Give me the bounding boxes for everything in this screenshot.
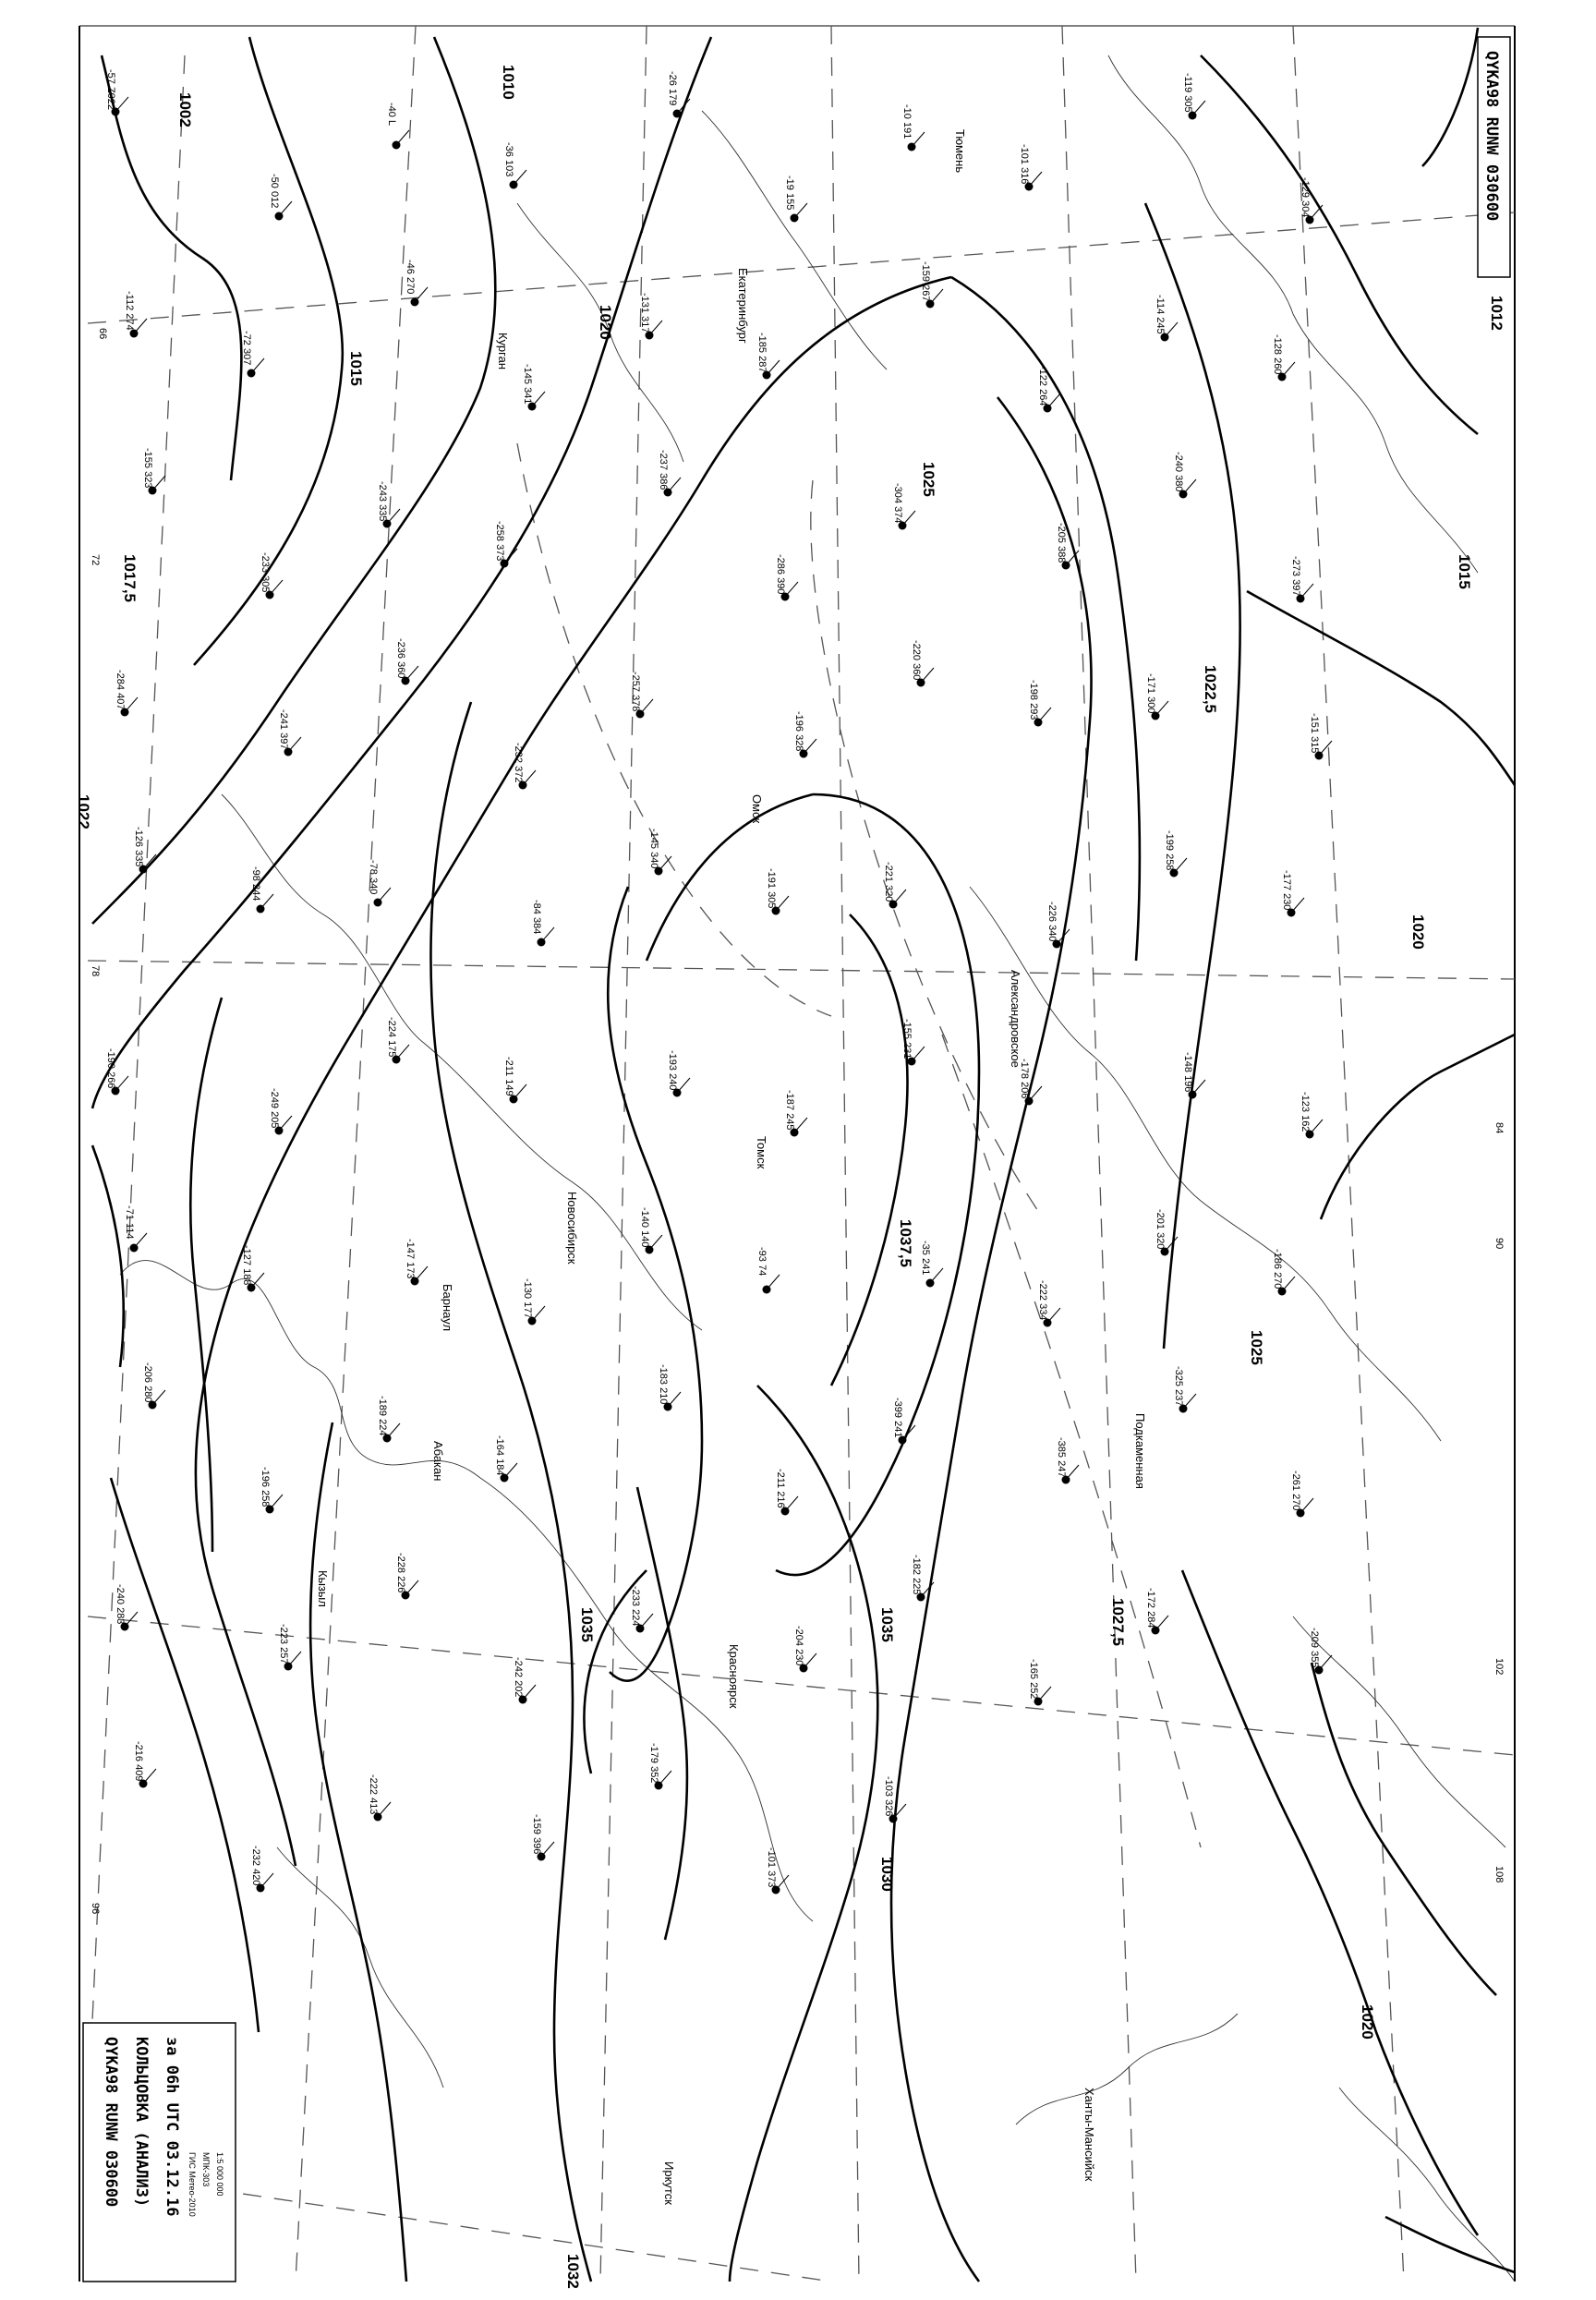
station-value: -172 284 bbox=[1145, 1588, 1156, 1628]
station-value: -131 317 bbox=[639, 293, 650, 333]
station-value: -101 316 bbox=[1019, 144, 1030, 185]
station-value: -233 224 bbox=[630, 1586, 641, 1627]
isobar-label-1027-5: 1027,5 bbox=[1109, 1598, 1127, 1646]
station-value: -10 191 bbox=[901, 104, 913, 139]
station-dot bbox=[257, 905, 265, 914]
station-value: -249 205 bbox=[269, 1088, 280, 1129]
station-value: -57 Z022 bbox=[105, 69, 116, 111]
header-code: QYKA98 RUNW 030600 bbox=[1482, 51, 1501, 222]
city-novosibirsk: Новосибирск bbox=[565, 1192, 579, 1265]
station-dot bbox=[908, 143, 916, 151]
grid-label-102: 102 bbox=[1493, 1658, 1505, 1676]
station-value: -78 340 bbox=[368, 860, 379, 895]
city-ekaterinburg: Екатеринбург bbox=[736, 268, 750, 344]
station-value: -185 287 bbox=[756, 333, 768, 373]
isobar-label-1035b: 1035 bbox=[578, 1607, 596, 1642]
title-time: за 06h UTC 03.12.16 bbox=[163, 2037, 181, 2217]
station-value: -26 179 bbox=[667, 71, 678, 106]
station-value: -84 384 bbox=[531, 900, 542, 935]
station-value: -35 241 bbox=[920, 1241, 931, 1276]
isobar-label-1032: 1032 bbox=[564, 2254, 582, 2289]
station-value: -243 335 bbox=[377, 481, 388, 522]
city-aleksandrovskoe: Александровское bbox=[1009, 970, 1022, 1068]
station-value: -151 315 bbox=[1309, 713, 1320, 754]
isobar-label-1022-5: 1022,5 bbox=[1202, 665, 1219, 713]
grid-label-84: 84 bbox=[1493, 1122, 1505, 1134]
isobar-label-1025b: 1025 bbox=[1248, 1330, 1265, 1365]
station-value: -232 420 bbox=[250, 1846, 261, 1886]
station-value: -201 320 bbox=[1155, 1209, 1166, 1250]
station-value: -232 372 bbox=[513, 743, 524, 783]
station-value: -206 280 bbox=[142, 1362, 153, 1403]
grid-label-96: 96 bbox=[90, 1903, 101, 1915]
city-kyzyl: Кызыл bbox=[316, 1570, 330, 1607]
station-value: -237 386 bbox=[658, 450, 669, 490]
station-value: -145 340 bbox=[648, 829, 659, 869]
station-value: -199 258 bbox=[1164, 830, 1175, 871]
station-value: -273 397 bbox=[1290, 556, 1301, 597]
station-value: -148 196 bbox=[1182, 1052, 1193, 1093]
isobar-label-1020c: 1020 bbox=[1359, 2004, 1376, 2040]
isobar-label-1010: 1010 bbox=[500, 65, 517, 100]
station-value: -178 206 bbox=[1019, 1059, 1030, 1099]
isobar-label-1015: 1015 bbox=[347, 351, 365, 386]
station-value: -164 184 bbox=[494, 1435, 505, 1476]
title-code: QYKA98 RUNW 030600 bbox=[102, 2037, 120, 2208]
grid-label-108: 108 bbox=[1493, 1866, 1505, 1883]
station-value: -171 300 bbox=[1145, 673, 1156, 714]
station-value: -103 326 bbox=[883, 1776, 894, 1817]
title-block bbox=[83, 2023, 236, 2282]
city-tomsk: Томск bbox=[755, 1136, 768, 1169]
station-value: -72 307 bbox=[241, 331, 252, 366]
station-value: -191 305 bbox=[766, 868, 777, 909]
city-podkamennaya: Подкаменная bbox=[1133, 1413, 1147, 1489]
station-value: -399 241 bbox=[892, 1398, 903, 1438]
station-value: -93 74 bbox=[756, 1247, 768, 1277]
station-dot bbox=[791, 214, 799, 223]
city-irkutsk: Иркутск bbox=[662, 2161, 676, 2205]
station-dot bbox=[393, 141, 401, 150]
station-value: -304 374 bbox=[892, 483, 903, 524]
station-value: -325 237 bbox=[1173, 1366, 1184, 1407]
station-value: -50 012 bbox=[269, 174, 280, 209]
station-value: -127 188 bbox=[241, 1245, 252, 1286]
station-value: -220 360 bbox=[911, 640, 922, 681]
station-value: -236 360 bbox=[395, 638, 406, 679]
title-scale: 1:5 000 000 bbox=[215, 2152, 224, 2197]
station-value: -128 260 bbox=[1272, 334, 1283, 375]
station-value: -40 L bbox=[386, 103, 397, 127]
isobar-label-1030: 1030 bbox=[878, 1857, 896, 1892]
station-value: -190 266 bbox=[105, 1048, 116, 1089]
station-value: -226 340 bbox=[1046, 902, 1058, 942]
station-value: -130 177 bbox=[522, 1278, 533, 1319]
station-value: -196 258 bbox=[260, 1467, 271, 1507]
station-value: -209 355 bbox=[1309, 1628, 1320, 1668]
station-value: -204 230 bbox=[793, 1626, 804, 1666]
station-value: -101 373 bbox=[766, 1847, 777, 1888]
station-value: -286 390 bbox=[775, 554, 786, 595]
station-value: -257 378 bbox=[630, 672, 641, 712]
station-dot bbox=[510, 1096, 518, 1104]
isobar-label-1002: 1002 bbox=[176, 92, 194, 127]
station-dot bbox=[510, 181, 518, 189]
station-value: -182 225 bbox=[911, 1555, 922, 1595]
station-value: -385 247 bbox=[1056, 1437, 1067, 1478]
station-value: -112 274 bbox=[124, 291, 135, 331]
station-value: -114 245 bbox=[1155, 295, 1166, 334]
station-value: -179 352 bbox=[648, 1743, 659, 1784]
station-value: -241 397 bbox=[278, 709, 289, 750]
header-box bbox=[1478, 37, 1510, 277]
station-value: -46 270 bbox=[405, 260, 416, 295]
station-dot bbox=[926, 1279, 935, 1288]
station-value: -211 216 bbox=[775, 1469, 786, 1508]
station-value: -258 373 bbox=[494, 521, 505, 562]
station-dot bbox=[673, 110, 682, 118]
station-dot bbox=[130, 330, 139, 338]
station-value: -198 293 bbox=[1028, 680, 1039, 720]
station-dot bbox=[1189, 112, 1197, 120]
station-value: -147 173 bbox=[405, 1239, 416, 1279]
grid-label-72: 72 bbox=[90, 554, 101, 566]
station-value: -126 335 bbox=[133, 827, 144, 867]
title-station: МПК-303 bbox=[201, 2152, 211, 2187]
station-dot bbox=[538, 938, 546, 947]
station-value: -284 407 bbox=[115, 670, 126, 710]
station-value: -145 341 bbox=[522, 364, 533, 405]
station-value: -216 409 bbox=[133, 1741, 144, 1782]
station-value: -140 140 bbox=[639, 1207, 650, 1248]
station-value: -261 270 bbox=[1290, 1471, 1301, 1511]
station-value: -155 231 bbox=[901, 1019, 913, 1059]
station-value: -205 388 bbox=[1056, 523, 1067, 563]
station-value: -196 328 bbox=[793, 711, 804, 752]
station-value: -222 334 bbox=[1037, 1280, 1048, 1321]
station-value: -233 305 bbox=[260, 552, 271, 593]
grid-label-78: 78 bbox=[90, 965, 101, 977]
station-value: -223 257 bbox=[278, 1624, 289, 1664]
isobar-label-1017-5: 1017,5 bbox=[121, 554, 139, 602]
isobar-label-1020b: 1020 bbox=[1409, 914, 1427, 950]
isobar-label-1015b: 1015 bbox=[1456, 554, 1473, 589]
station-value: -159 396 bbox=[531, 1814, 542, 1855]
isobar-label-1025: 1025 bbox=[920, 462, 937, 497]
station-value: -189 224 bbox=[377, 1396, 388, 1436]
station-value: -224 175 bbox=[386, 1017, 397, 1058]
station-value: -240 380 bbox=[1173, 452, 1184, 492]
isobar-label-1012: 1012 bbox=[1488, 296, 1505, 331]
station-value: -19 155 bbox=[784, 176, 795, 211]
title-main: КОЛЬЦОВКА (АНАЛИЗ) bbox=[132, 2037, 151, 2208]
station-value: -122 264 bbox=[1037, 366, 1048, 406]
grid-label-90: 90 bbox=[1493, 1238, 1505, 1250]
station-dot bbox=[411, 298, 419, 307]
station-value: -222 413 bbox=[368, 1774, 379, 1815]
city-krasnoyarsk: Красноярск bbox=[727, 1644, 741, 1709]
station-value: -211 149 bbox=[503, 1057, 514, 1096]
station-value: -221 320 bbox=[883, 862, 894, 902]
station-value: -183 210 bbox=[658, 1364, 669, 1405]
station-value: -155 323 bbox=[142, 448, 153, 489]
station-value: -159 267 bbox=[920, 261, 931, 302]
station-dot bbox=[781, 1507, 790, 1516]
city-omsk: Омск bbox=[750, 794, 764, 824]
station-dot bbox=[130, 1244, 139, 1253]
station-dot bbox=[374, 899, 382, 907]
isobar-label-1037-5: 1037,5 bbox=[897, 1219, 914, 1267]
city-barnaul: Барнаул bbox=[441, 1284, 454, 1332]
grid-label-66: 66 bbox=[97, 328, 108, 340]
isobar-label-1035: 1035 bbox=[878, 1607, 896, 1642]
station-dot bbox=[763, 1286, 771, 1294]
station-dot bbox=[248, 369, 256, 378]
station-value: -165 252 bbox=[1028, 1659, 1039, 1700]
station-dot bbox=[275, 212, 284, 221]
station-value: -242 202 bbox=[513, 1657, 524, 1698]
city-khanty-mansiysk: Ханты-Мансийск bbox=[1082, 2088, 1096, 2182]
station-value: -119 305 bbox=[1182, 73, 1193, 113]
station-value: -228 226 bbox=[395, 1553, 406, 1593]
station-value: -123 162 bbox=[1300, 1092, 1311, 1132]
station-value: -193 240 bbox=[667, 1050, 678, 1091]
station-value: -186 270 bbox=[1272, 1249, 1283, 1289]
city-tyumen: Тюмень bbox=[953, 129, 967, 174]
title-org: ГИС Метео-2010 bbox=[187, 2152, 197, 2217]
station-value: -177 230 bbox=[1281, 870, 1292, 911]
station-value: -187 245 bbox=[784, 1090, 795, 1131]
city-abakan: Абакан bbox=[431, 1441, 445, 1482]
station-value: -36 103 bbox=[503, 142, 514, 177]
station-value: -129 304 bbox=[1300, 177, 1311, 218]
isobar-label-1020: 1020 bbox=[597, 305, 614, 340]
station-value: -240 283 bbox=[115, 1584, 126, 1625]
station-value: -71 114 bbox=[124, 1205, 135, 1240]
city-kurgan: Курган bbox=[496, 333, 510, 370]
station-value: -98 244 bbox=[250, 866, 261, 902]
station-dot bbox=[1161, 333, 1169, 342]
isobar-label-1022: 1022 bbox=[75, 794, 92, 829]
